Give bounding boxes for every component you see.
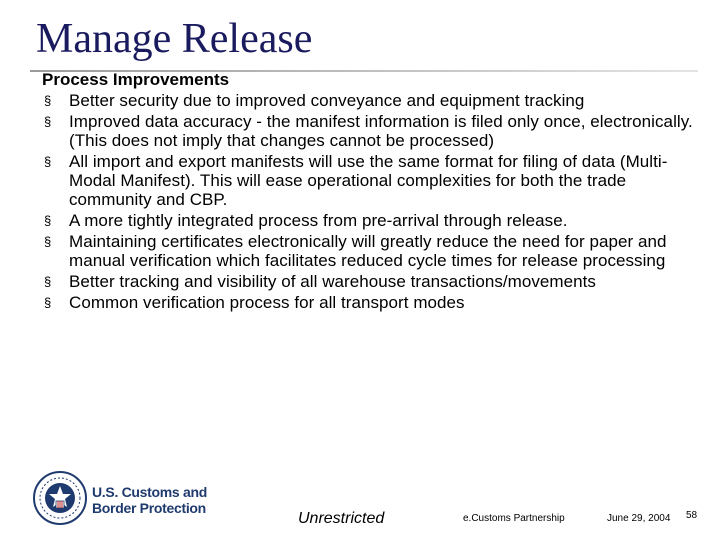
- bullet-icon: §: [44, 274, 52, 289]
- bullet-icon: §: [44, 93, 52, 108]
- bullet-item: [42, 293, 702, 312]
- bullet-text: Maintaining certificates electronically will greatly reduce the need for paper and manual verification which facilitates reduced cycle times for release processing: [69, 232, 667, 270]
- bullet-icon: §: [44, 234, 52, 249]
- bullet-text: Improved data accuracy - the manifest information is filed only once, electronically. (This does not imply that changes cannot be processed): [69, 112, 693, 150]
- agency-name-line1: U.S. Customs and: [92, 484, 207, 500]
- bullet-item: [42, 91, 702, 110]
- bullet-text: A more tightly integrated process from pre-arrival through release.: [69, 211, 568, 230]
- bullet-text: Better security due to improved conveyance and equipment tracking: [69, 91, 585, 110]
- classification-label: Unrestricted: [298, 510, 385, 527]
- cbp-logo: [32, 470, 212, 526]
- dhs-seal-icon: [32, 470, 88, 526]
- bullet-text: Better tracking and visibility of all warehouse transactions/movements: [69, 272, 596, 291]
- agency-name: [92, 484, 207, 516]
- date-label: June 29, 2004: [607, 513, 671, 524]
- bullet-icon: §: [44, 114, 52, 129]
- agency-name-line2: Border Protection: [92, 500, 206, 516]
- bullet-item: [42, 232, 702, 270]
- slide-title: Manage Release: [36, 16, 313, 62]
- bullet-item: [42, 152, 702, 209]
- section-subheading: Process Improvements: [42, 70, 230, 89]
- bullet-item: [42, 112, 702, 150]
- page-number: 58: [686, 510, 698, 521]
- partnership-label: e.Customs Partnership: [463, 513, 565, 524]
- bullet-text: All import and export manifests will use the same format for filing of data (Multi-Modal Manifest). This will ease operational complexities for both the trade community and CBP.: [69, 152, 668, 209]
- bullet-item: [42, 272, 702, 291]
- bullet-text: Common verification process for all transport modes: [69, 293, 465, 312]
- slide-content: [42, 70, 702, 314]
- bullet-icon: §: [44, 295, 52, 310]
- bullet-icon: §: [44, 213, 52, 228]
- bullet-item: [42, 211, 702, 230]
- bullet-list: [42, 91, 702, 312]
- bullet-icon: §: [44, 154, 52, 169]
